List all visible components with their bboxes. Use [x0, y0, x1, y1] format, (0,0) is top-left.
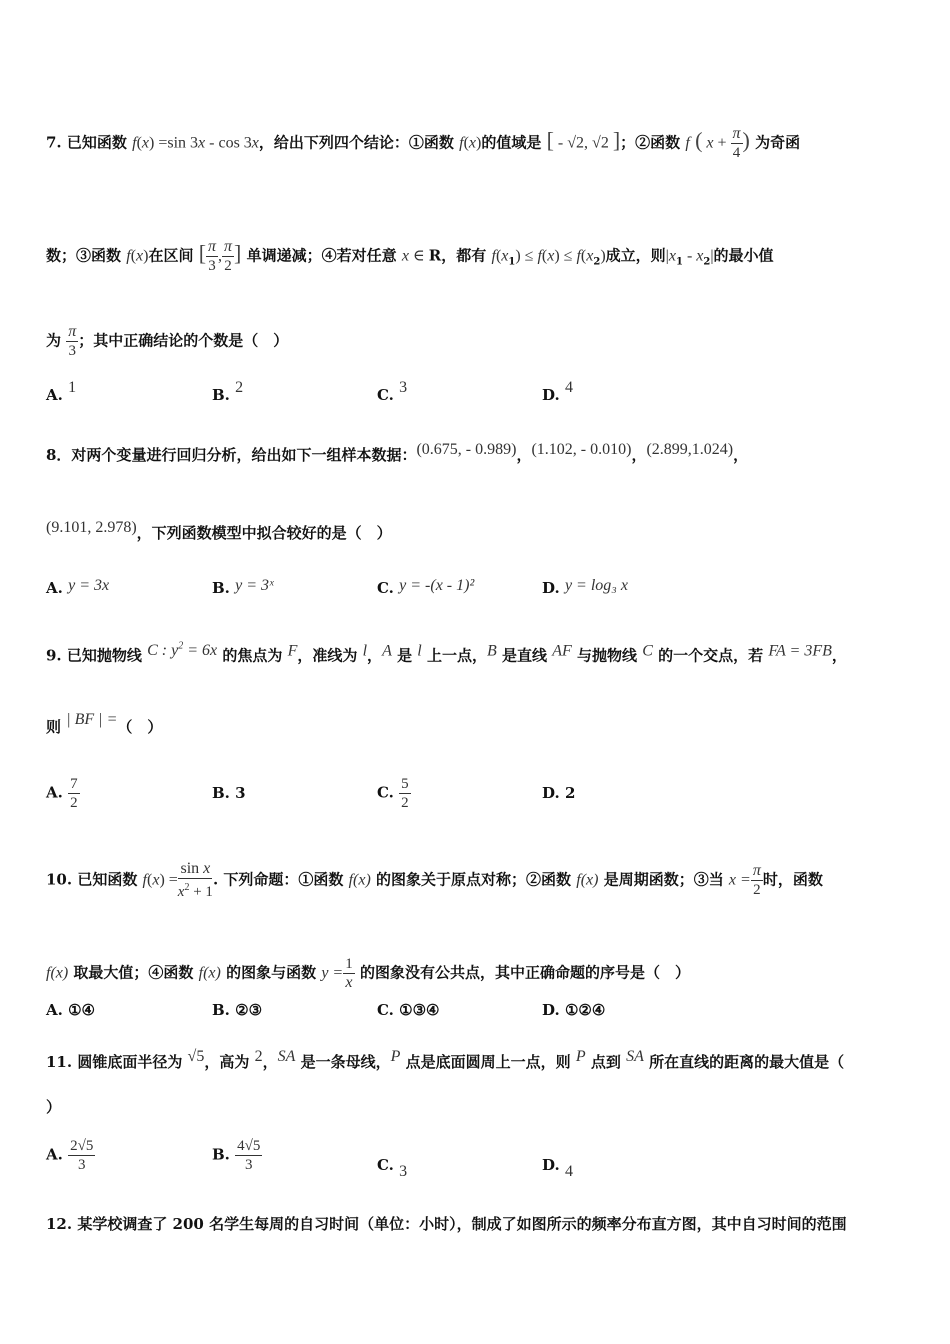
q9-line2: 则 | BF | =（ ） [46, 711, 163, 736]
q8-option-b[interactable]: B. y = 3ˣ [212, 577, 274, 597]
q9-option-c[interactable]: C. $\frac{5}{2}$ [377, 776, 409, 811]
q10-option-d[interactable]: D. ①②④ [542, 1001, 606, 1019]
q7-option-b[interactable]: B. 2 [212, 379, 244, 404]
q8-option-c[interactable]: C. y = -(x - 1)² [377, 577, 475, 597]
q8-line1: 8．对两个变量进行回归分析，给出如下一组样本数据：(0.675, - 0.989)，(1.102, - 0.010)，(2.899,1.024)， [46, 441, 749, 464]
q7-line2: 数；③函数 f(x)在区间 [ $\frac{\pi}{3}$ , $\frac{\pi}{2}$ ] 单调递减；④若对任意 x ∈ R，都有 $f(x_1) \le f(x) \le f(x_2)$成立，则$|x_1 - x_2|$的最小值 [46, 238, 774, 274]
q7-line1: 7. 已知函数 f(x) =sin 3x - cos 3x，给出下列四个结论：①函数 f(x)的值域是 [ - √2, √2 ]；②函数 f ( x + $\frac{\pi}{4}$ ) 为奇函 [46, 125, 801, 161]
q10-line1: 10. 已知函数 f(x) = $\frac{\text{sin x}}{x^2 + 1}$ . 下列命题：①函数 f(x) 的图象关于原点对称；②函数 f(x) 是周期函数；③当 x = $\frac{\pi}{2}$ 时，函数 [46, 860, 823, 900]
q8-line2: (9.101, 2.978)，下列函数模型中拟合较好的是（ ） [46, 519, 392, 542]
q10-line2: f(x) 取最大值；④函数 f(x) 的图象与函数 y = $\frac{1}{x}$ 的图象没有公共点，其中正确命题的序号是（ ） [46, 956, 690, 991]
q10-option-a[interactable]: A. ①④ [46, 1001, 96, 1019]
q11-option-c[interactable]: C. 3 [377, 1156, 408, 1180]
q11-line2: ） [46, 1098, 62, 1116]
q8-option-a[interactable]: A. y = 3x [46, 577, 110, 597]
q9-option-d[interactable]: D. 2 [542, 784, 576, 802]
q11-option-d[interactable]: D. 4 [542, 1156, 573, 1180]
q9-line1: 9. 已知抛物线 C : $y^2 = 6x$ 的焦点为 F，准线为 l，A 是 l 上一点，B 是直线 AF 与抛物线 C 的一个交点，若 FA = 3FB， [46, 641, 847, 665]
q7-line3: 为 $\frac{\pi}{3}$ ；其中正确结论的个数是（ ） [46, 323, 289, 359]
q8-option-d[interactable]: D. y = log₃ x [542, 577, 628, 597]
q7-option-c[interactable]: C. 3 [377, 379, 408, 404]
q9-option-b[interactable]: B. 3 [212, 784, 246, 802]
q12-line1: 12. 某学校调查了 200 名学生每周的自习时间（单位：小时），制成了如图所示的频率分布直方图，其中自习时间的范围 [46, 1215, 847, 1233]
q10-option-b[interactable]: B. ②③ [212, 1001, 263, 1019]
q11-option-b[interactable]: B. $\frac{4√5}{3}$ [212, 1138, 261, 1173]
q11-line1: 11. 圆锥底面半径为 √5，高为 2，SA 是一条母线，P 点是底面圆周上一点，则 P 点到 SA 所在直线的距离的最大值是（ [46, 1048, 845, 1071]
q9-option-a[interactable]: A. $\frac{7}{2}$ [46, 776, 78, 811]
q11-option-a[interactable]: A. $\frac{2√5}{3}$ [46, 1138, 94, 1173]
q10-option-c[interactable]: C. ①③④ [377, 1001, 440, 1019]
q7-option-a[interactable]: A. 1 [46, 379, 77, 404]
q7-option-d[interactable]: D. 4 [542, 379, 573, 404]
